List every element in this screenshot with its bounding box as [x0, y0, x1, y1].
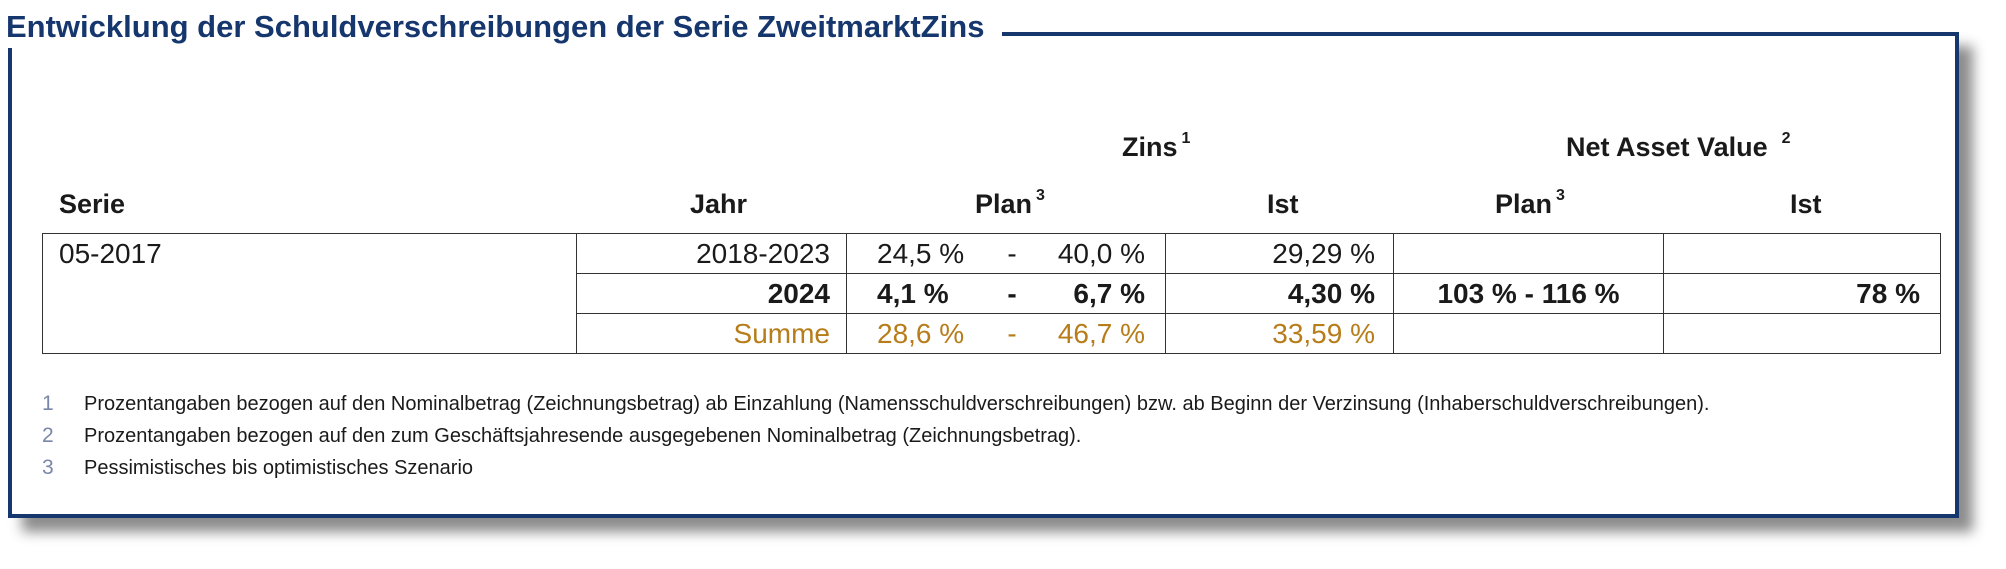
page-title: Entwicklung der Schuldverschreibungen der Serie ZweitmarktZins — [6, 6, 1002, 48]
footnote — [42, 420, 1709, 452]
col-header-nav-ist: Ist — [1790, 189, 1822, 219]
nav-plan-cell: 103 % - 116 % — [1394, 274, 1664, 314]
nav-ist-cell — [1664, 234, 1941, 274]
col-header-ist: Ist — [1267, 189, 1299, 219]
zins-ist-cell: 4,30 % — [1166, 274, 1394, 314]
zins-plan-cell — [847, 314, 1166, 354]
jahr-cell: 2024 — [577, 274, 847, 314]
zins-footnote-ref: 1 — [1181, 130, 1191, 147]
footnote-number: 1 — [42, 392, 54, 415]
footnote-text: Prozentangaben bezogen auf den zum Geschäftsjahresende ausgegebenen Nominalbetrag (Zeichnungsbetrag). — [84, 425, 1082, 447]
nav-plan-cell — [1394, 314, 1664, 354]
plan-low: 24,5 % — [877, 237, 965, 269]
plan-label: Plan — [975, 189, 1033, 219]
col-header-jahr: Jahr — [690, 189, 748, 219]
plan-dash: - — [1007, 277, 1017, 309]
plan-dash: - — [1007, 237, 1017, 269]
jahr-cell: 2018-2023 — [577, 234, 847, 274]
nav-ist-cell — [1664, 314, 1941, 354]
col-header-serie: Serie — [59, 189, 126, 219]
nav-plan-label: Plan — [1495, 189, 1553, 219]
plan-dash: - — [1007, 317, 1017, 349]
footnote-text: Pessimistisches bis optimistisches Szenario — [84, 457, 474, 479]
footnote-number: 2 — [42, 424, 54, 447]
data-table — [42, 233, 1941, 354]
zins-ist-cell: 29,29 % — [1166, 234, 1394, 274]
plan-high: 6,7 % — [1073, 277, 1145, 309]
footnote-text: Prozentangaben bezogen auf den Nominalbetrag (Zeichnungsbetrag) ab Einzahlung (Namensschuldverschreibungen) bzw. ab Beginn der Verzinsung (Inhaberschuldverschreibungen). — [84, 393, 1710, 415]
zins-plan-cell — [847, 234, 1166, 274]
plan-footnote-ref: 3 — [1036, 187, 1045, 204]
col-header-nav-plan — [1495, 189, 1565, 220]
nav-plan-footnote-ref: 3 — [1556, 187, 1565, 204]
nav-ist-cell: 78 % — [1664, 274, 1941, 314]
plan-low: 4,1 % — [877, 277, 949, 309]
zins-plan-cell — [847, 274, 1166, 314]
nav-header — [1566, 132, 1791, 163]
plan-low: 28,6 % — [877, 317, 965, 349]
plan-high: 40,0 % — [1057, 237, 1145, 269]
zins-label: Zins — [1122, 132, 1178, 162]
footnote — [42, 388, 1709, 420]
col-header-plan — [975, 189, 1045, 220]
footnote-number: 3 — [42, 456, 54, 479]
nav-footnote-ref: 2 — [1781, 130, 1791, 147]
zins-ist-cell: 33,59 % — [1166, 314, 1394, 354]
jahr-cell: Summe — [577, 314, 847, 354]
serie-cell: 05-2017 — [43, 234, 577, 354]
nav-plan-cell — [1394, 234, 1664, 274]
footnote — [42, 452, 1709, 484]
nav-label: Net Asset Value — [1566, 132, 1768, 162]
table-row — [43, 234, 1941, 274]
zins-header — [1122, 132, 1190, 163]
footnotes — [42, 388, 1709, 484]
plan-high: 46,7 % — [1057, 317, 1145, 349]
